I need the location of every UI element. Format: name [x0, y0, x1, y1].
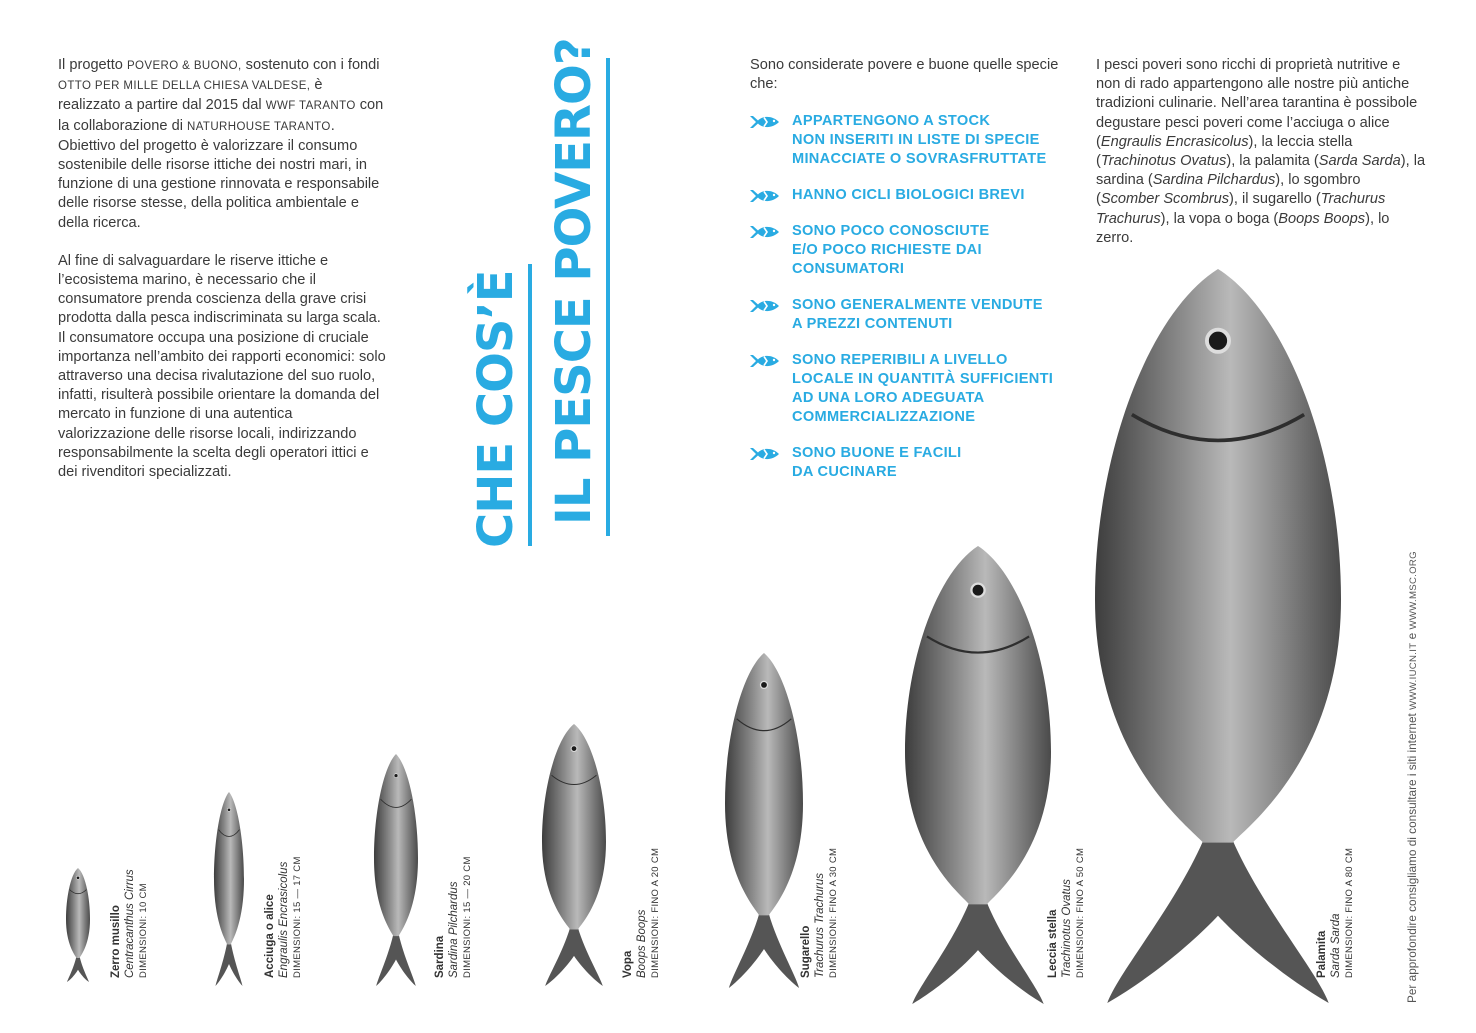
intro-highlight: POVERO & BUONO, — [126, 60, 242, 72]
fish-scientific-name: Sardina Pilchardus — [447, 881, 460, 978]
fish-illustration-icon — [209, 790, 249, 988]
fish-scientific-name: Engraulis Encrasicolus — [277, 861, 290, 978]
criteria-item — [750, 186, 1080, 205]
criteria-item — [750, 112, 1080, 169]
intro-text-run: con la collaborazione di — [58, 97, 384, 134]
footer-text: Per approfondire consigliamo di consultare i siti internet — [1405, 709, 1419, 1003]
fish-scientific-name: Trachurus Trachurus — [813, 872, 826, 978]
right-text-run: ), la vopa o boga ( — [1160, 210, 1279, 227]
intro-text-run: sostenuto con i fondi — [241, 57, 380, 73]
species-scientific-name: Boops Boops — [1278, 210, 1366, 227]
criteria-line: CONSUMATORI — [792, 261, 905, 277]
criteria-line: MINACCIATE O SOVRASFRUTTATE — [792, 151, 1047, 167]
fish-size: DIMENSIONI: 10 CM — [138, 883, 149, 978]
fish-caption — [264, 856, 305, 978]
title-rule-2 — [606, 58, 610, 536]
fish-common-name: Zerro musillo — [110, 905, 122, 978]
fish-bullet-icon — [750, 188, 780, 204]
fish-7 — [1090, 267, 1346, 1010]
criteria-line: HANNO CICLI BIOLOGICI BREVI — [792, 187, 1025, 203]
criteria-line: SONO POCO CONOSCIUTE — [792, 223, 990, 239]
fish-illustration-icon — [900, 544, 1056, 1006]
criteria-item — [750, 444, 1080, 482]
criteria-line: SONO BUONE E FACILI — [792, 445, 962, 461]
criteria-line: COMMERCIALIZZAZIONE — [792, 409, 976, 425]
fish-common-name: Leccia stella — [1047, 909, 1059, 978]
right-text-run: ), lo zerro. — [1096, 210, 1390, 246]
intro-paragraph-3: Il consumatore occupa una posizione di cruciale importanza nell’ambito dei rapporti economici: solo attraverso una decisa rivalutazione del suo ruolo, infatti, risulterà possibile orientare la domanda del mercato in funzione di una autentica valorizzazione delle risorse locali, indirizzando responsabilmente la scelta degli operatori ittici e dei rivenditori specializzati. — [58, 329, 386, 481]
criteria-item — [750, 351, 1080, 427]
criteria-item — [750, 222, 1080, 279]
criteria-line: DA CUCINARE — [792, 464, 897, 480]
footer-link-iucn[interactable]: WWW.IUCN.IT — [1408, 642, 1419, 710]
fish-size: DIMENSIONI: 15 — 17 CM — [292, 856, 303, 978]
fish-caption — [800, 848, 841, 978]
fish-size: DIMENSIONI: FINO A 30 CM — [828, 847, 839, 978]
species-scientific-name: Scomber Scombrus — [1100, 191, 1230, 208]
intro-text-run: . Obiettivo del progetto è valorizzare il consumo sostenibile delle risorse ittiche dei nostri mari, in funzione di una gestione rinnovata e responsabile delle risorse stesse, della politica ambientale e della ricerca. — [58, 117, 380, 231]
criteria-lead: Sono considerate povere e buone quelle specie che: — [750, 57, 1059, 93]
fish-illustration-icon — [1090, 267, 1346, 1005]
intro-highlight: WWF TARANTO — [265, 100, 356, 113]
fish-bullet-icon — [750, 224, 780, 240]
fish-size: DIMENSIONI: FINO A 50 CM — [1075, 847, 1086, 978]
fish-bullet-icon — [750, 353, 780, 369]
criteria-line: A PREZZI CONTENUTI — [792, 316, 953, 332]
species-scientific-name: Trachurus Trachurus — [1096, 191, 1386, 227]
intro-paragraph-1 — [58, 56, 388, 233]
fish-bullet-icon — [750, 114, 780, 130]
fish-illustration-icon — [369, 752, 423, 988]
fish-common-name: Palamita — [1316, 930, 1328, 978]
fish-common-name: Vopa — [622, 950, 634, 978]
species-scientific-name: Trachinotus Ovatus — [1100, 153, 1227, 170]
criteria-item — [750, 296, 1080, 334]
criteria-list — [750, 112, 1080, 499]
intro-highlight: NATURHOUSE TARANTO — [187, 120, 331, 133]
footer-note — [1405, 551, 1419, 1003]
fish-illustration-icon — [61, 866, 95, 984]
criteria-line: E/O POCO RICHIESTE DAI — [792, 242, 982, 258]
footer-separator: e — [1405, 629, 1419, 643]
intro-text — [58, 56, 388, 482]
criteria-line: SONO GENERALMENTE VENDUTE — [792, 297, 1043, 313]
fish-3 — [369, 752, 423, 993]
fish-bullet-icon — [750, 298, 780, 314]
species-scientific-name: Sarda Sarda — [1318, 153, 1401, 170]
intro-text-run: Il progetto — [58, 57, 127, 73]
fish-caption — [1047, 848, 1088, 978]
fish-caption — [434, 856, 475, 978]
fish-common-name: Sugarello — [800, 925, 812, 978]
fish-5 — [720, 651, 808, 995]
fish-illustration-icon — [720, 651, 808, 990]
intro-paragraph-2: Al fine di salvaguardare le riserve ittiche e l’ecosistema marino, è necessario che il consumatore prenda coscienza della grave crisi prodotta dalla pesca indiscriminata su larga scala. — [58, 252, 381, 327]
fish-size: DIMENSIONI: 15 — 20 CM — [462, 856, 473, 978]
criteria-line: SONO REPERIBILI A LIVELLO — [792, 352, 1008, 368]
fish-scientific-name: Sarda Sarda — [1329, 913, 1342, 978]
right-text-run: ), lo sgombro ( — [1096, 172, 1361, 208]
fish-size: DIMENSIONI: FINO A 20 CM — [650, 847, 661, 978]
title-line-1: CHE COS’È — [468, 270, 524, 548]
fish-scientific-name: Boops Boops — [635, 909, 648, 978]
title-rule-1 — [528, 264, 532, 546]
intro-text-run: è realizzato a partire dal 2015 dal — [58, 77, 323, 114]
fish-6 — [900, 544, 1056, 1011]
right-text-run: ), la leccia stella ( — [1096, 133, 1353, 170]
intro-highlight: OTTO PER MILLE DELLA CHIESA VALDESE, — [58, 80, 311, 93]
right-text-run: ), la palamita ( — [1226, 153, 1319, 170]
fish-caption — [622, 848, 663, 978]
species-scientific-name: Engraulis Encrasicolus — [1100, 133, 1249, 150]
fish-4 — [537, 722, 611, 993]
criteria-line: LOCALE IN QUANTITÀ SUFFICIENTI — [792, 371, 1054, 387]
criteria-line: APPARTENGONO A STOCK — [792, 113, 991, 129]
criteria-line: AD UNA LORO ADEGUATA — [792, 390, 985, 406]
footer-link-msc[interactable]: WWW.MSC.ORG — [1408, 551, 1419, 630]
fish-caption — [110, 869, 151, 978]
right-column-text — [1096, 56, 1426, 248]
right-text-run: ), il sugarello ( — [1229, 191, 1321, 208]
title-line-2: IL PESCE POVERO? — [546, 38, 602, 525]
right-text-run: I pesci poveri sono ricchi di proprietà nutritive e non di rado appartengono alle nostre più antiche tradizioni culinarie. Nell’area tarantina è possibole degustare pesci poveri come l’acciuga o alice ( — [1096, 57, 1418, 150]
fish-size: DIMENSIONI: FINO A 80 CM — [1344, 847, 1355, 978]
fish-2 — [209, 790, 249, 993]
fish-scientific-name: Centracanthus Cirrus — [123, 869, 136, 978]
fish-bullet-icon — [750, 446, 780, 462]
criteria-line: NON INSERITI IN LISTE DI SPECIE — [792, 132, 1040, 148]
fish-common-name: Sardina — [434, 935, 446, 978]
right-text-run: ), la sardina ( — [1096, 153, 1426, 189]
fish-1 — [61, 866, 95, 989]
species-scientific-name: Sardina Pilchardus — [1152, 172, 1276, 189]
fish-illustration-icon — [537, 722, 611, 988]
fish-common-name: Acciuga o alice — [264, 894, 276, 978]
fish-caption — [1316, 848, 1357, 978]
fish-scientific-name: Trachinotus Ovatus — [1060, 879, 1073, 978]
